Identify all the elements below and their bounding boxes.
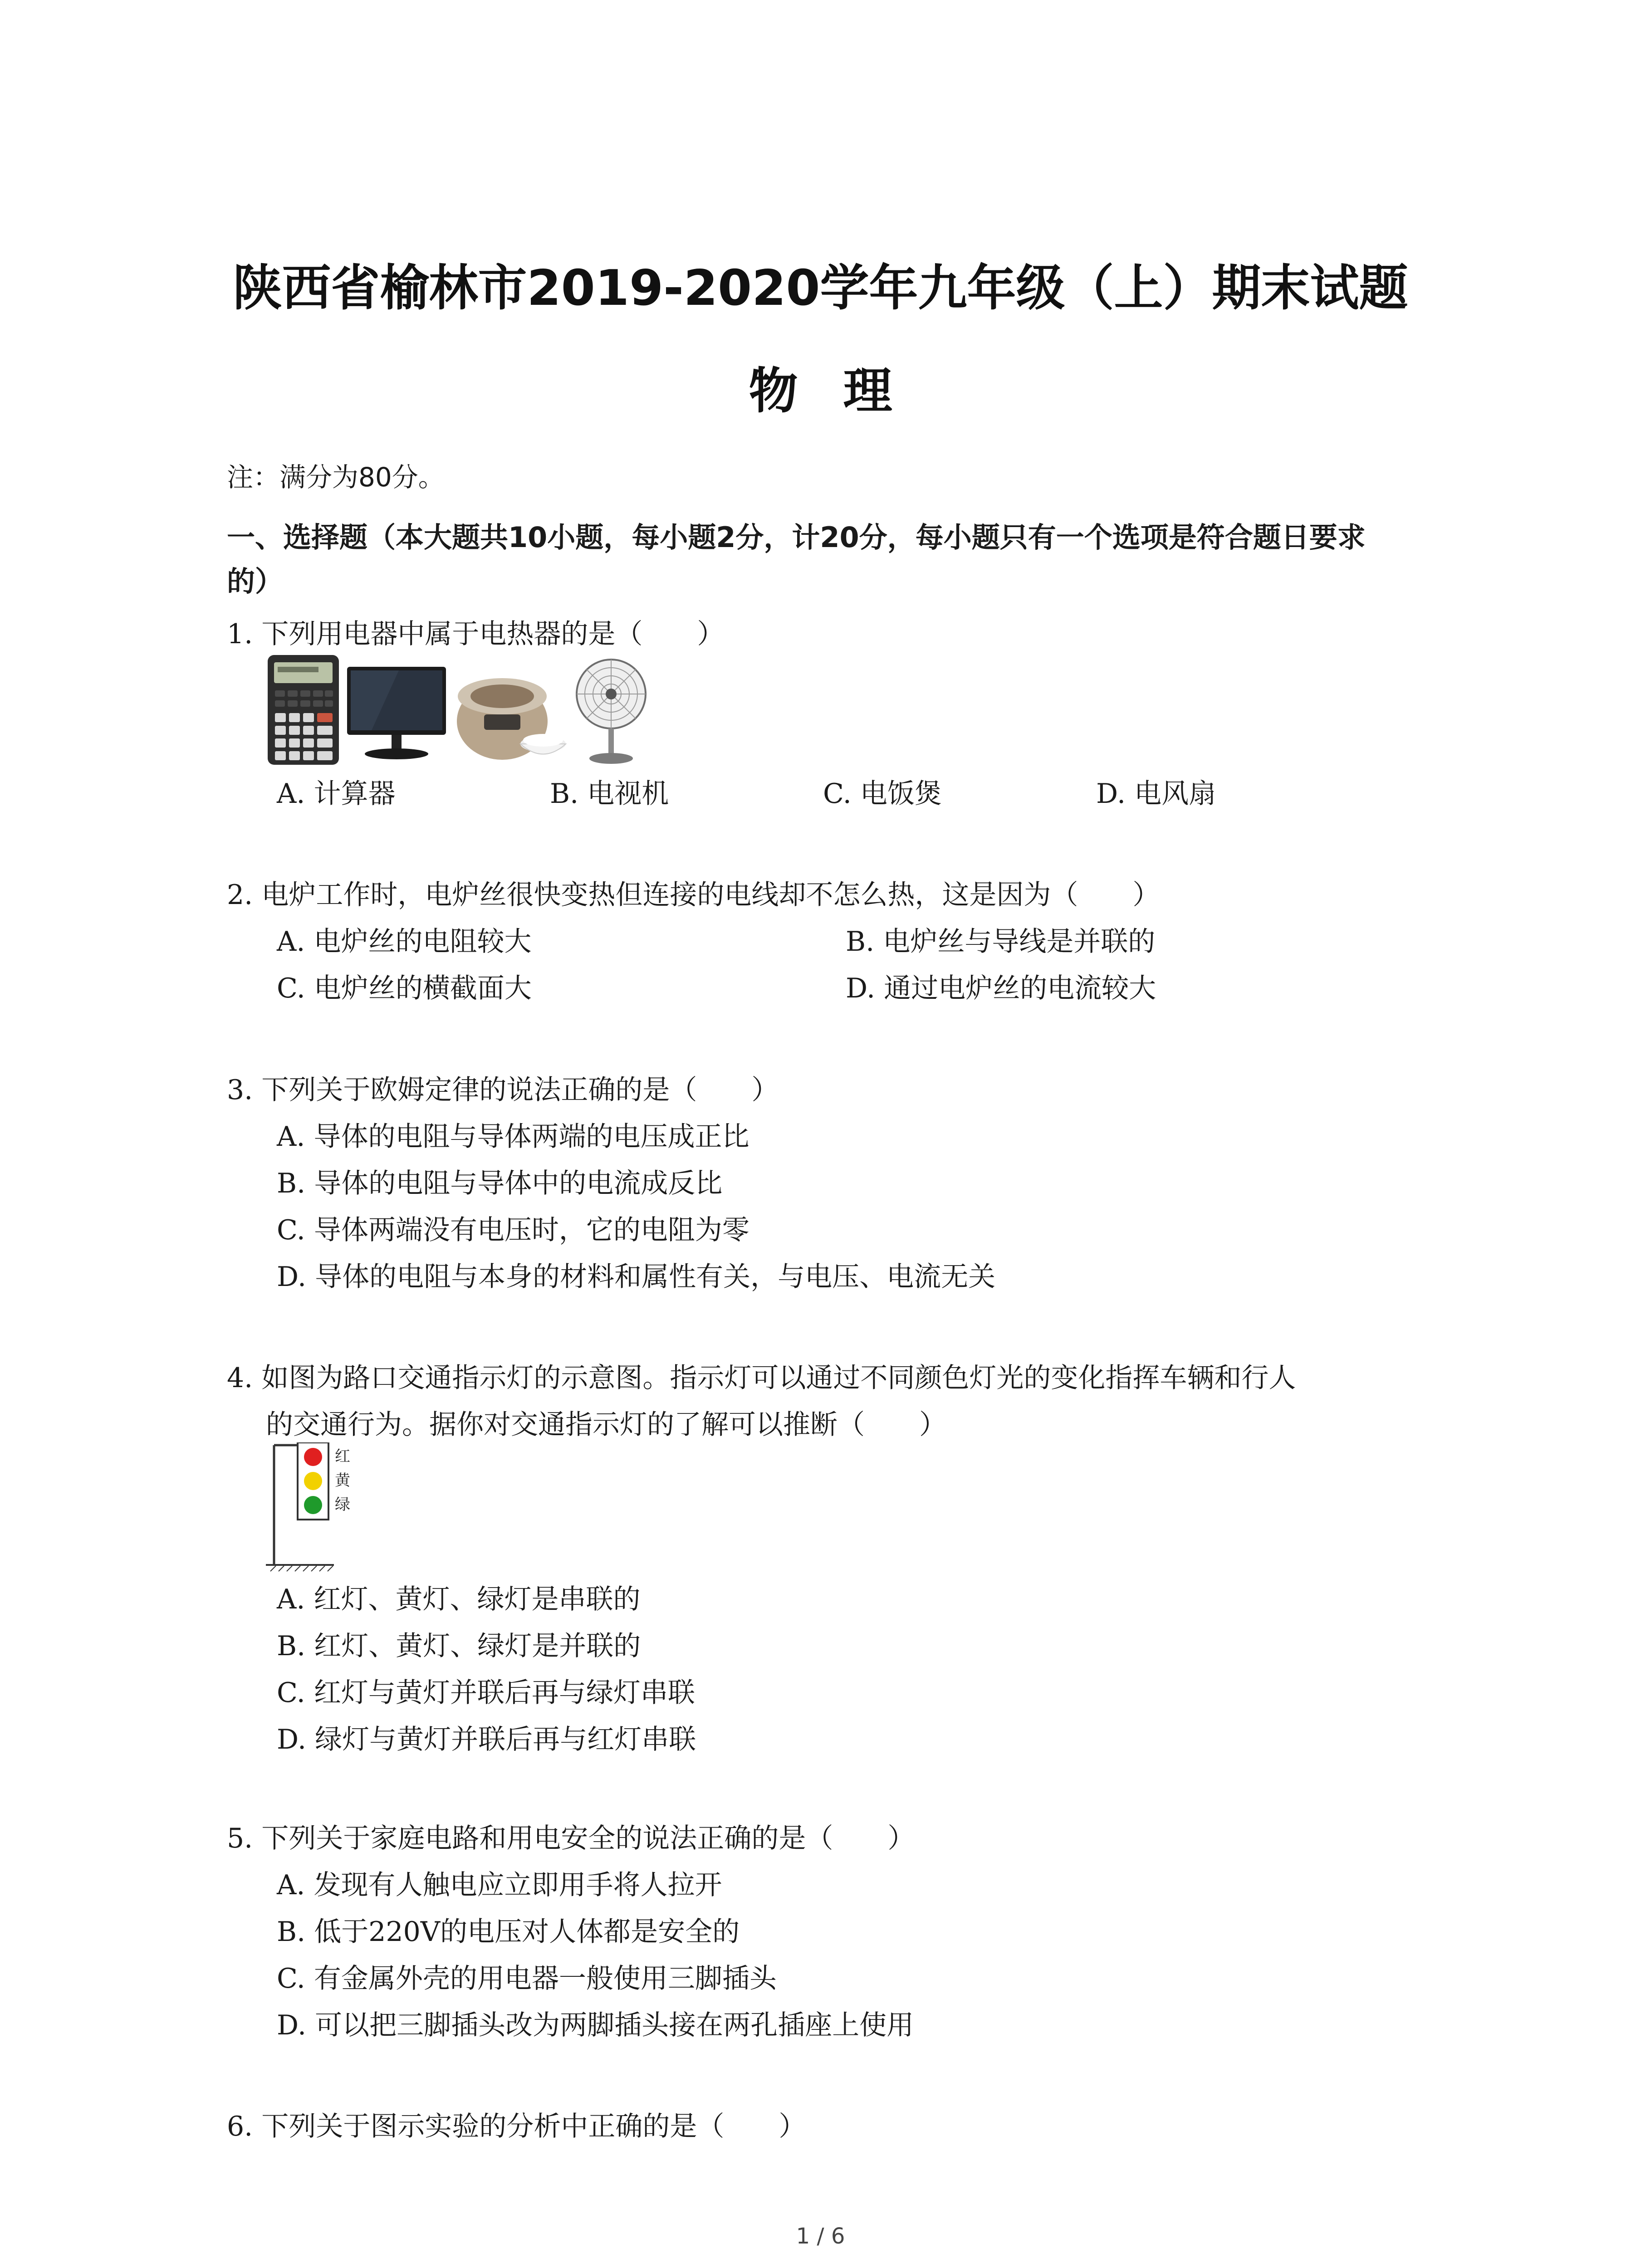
exam-subject: 物理 <box>749 363 938 420</box>
light-label-red: 红 <box>335 1447 350 1466</box>
q5-option-b: B. 低于220V的电压对人体都是安全的 <box>277 1916 740 1948</box>
question-5: 5. 下列关于家庭电路和用电安全的说法正确的是（ ） <box>227 1823 915 1854</box>
question-1: 1. 下列用电器中属于电热器的是（ ） <box>227 618 725 650</box>
red-light <box>304 1448 322 1466</box>
q5-option-c: C. 有金属外壳的用电器一般使用三脚插头 <box>277 1963 777 1994</box>
q4-option-b: B. 红灯、黄灯、绿灯是并联的 <box>277 1630 641 1662</box>
question-6: 6. 下列关于图示实验的分析中正确的是（ ） <box>227 2111 806 2142</box>
section-header-line2: 的） <box>227 565 284 598</box>
electric-fan-image <box>574 653 649 767</box>
q3-option-a: A. 导体的电阻与导体两端的电压成正比 <box>277 1121 749 1153</box>
section-header-line1: 一、选择题（本大题共10小题，每小题2分，计20分，每小题只有一个选项是符合题日要求 <box>227 521 1366 554</box>
q3-option-b: B. 导体的电阻与导体中的电流成反比 <box>277 1168 723 1199</box>
q1-option-b: B. 电视机 <box>550 778 669 810</box>
q3-option-d: D. 导体的电阻与本身的材料和属性有关，与电压、电流无关 <box>277 1261 996 1293</box>
q2-option-a: A. 电炉丝的电阻较大 <box>277 926 532 958</box>
score-note: 注：满分为80分。 <box>227 462 445 493</box>
q2-option-c: C. 电炉丝的横截面大 <box>277 973 532 1004</box>
rice-cooker-image <box>452 653 570 767</box>
yellow-light <box>304 1472 322 1490</box>
question-2: 2. 电炉工作时，电炉丝很快变热但连接的电线却不怎么热，这是因为（ ） <box>227 879 1160 911</box>
q4-option-c: C. 红灯与黄灯并联后再与绿灯串联 <box>277 1677 695 1709</box>
light-label-green: 绿 <box>335 1496 350 1514</box>
q4-option-d: D. 绿灯与黄灯并联后再与红灯串联 <box>277 1724 696 1755</box>
q4-option-a: A. 红灯、黄灯、绿灯是串联的 <box>277 1584 641 1615</box>
exam-title: 陕西省榆林市2019-2020学年九年级（上）期末试题 <box>233 260 1408 317</box>
q5-option-d: D. 可以把三脚插头改为两脚插头接在两孔插座上使用 <box>277 2009 914 2041</box>
question-1-images <box>266 653 649 767</box>
page-number: 1 / 6 <box>796 2224 845 2249</box>
calculator-image <box>266 653 341 767</box>
q1-option-a: A. 计算器 <box>277 778 396 810</box>
q2-option-d: D. 通过电炉丝的电流较大 <box>846 973 1156 1004</box>
q1-option-c: C. 电饭煲 <box>823 778 942 810</box>
question-4-line1: 4. 如图为路口交通指示灯的示意图。指示灯可以通过不同颜色灯光的变化指挥车辆和行人 <box>227 1362 1296 1394</box>
television-image <box>344 653 449 767</box>
q5-option-a: A. 发现有人触电应立即用手将人拉开 <box>277 1869 722 1901</box>
question-3: 3. 下列关于欧姆定律的说法正确的是（ ） <box>227 1074 779 1106</box>
q1-option-d: D. 电风扇 <box>1096 778 1216 810</box>
green-light <box>304 1496 322 1514</box>
question-4-line2: 的交通行为。据你对交通指示灯的了解可以推断（ ） <box>266 1409 946 1441</box>
q2-option-b: B. 电炉丝与导线是并联的 <box>846 926 1156 958</box>
q3-option-c: C. 导体两端没有电压时，它的电阻为零 <box>277 1214 749 1246</box>
traffic-light-figure <box>266 1442 357 1574</box>
light-label-yellow: 黄 <box>335 1471 350 1490</box>
